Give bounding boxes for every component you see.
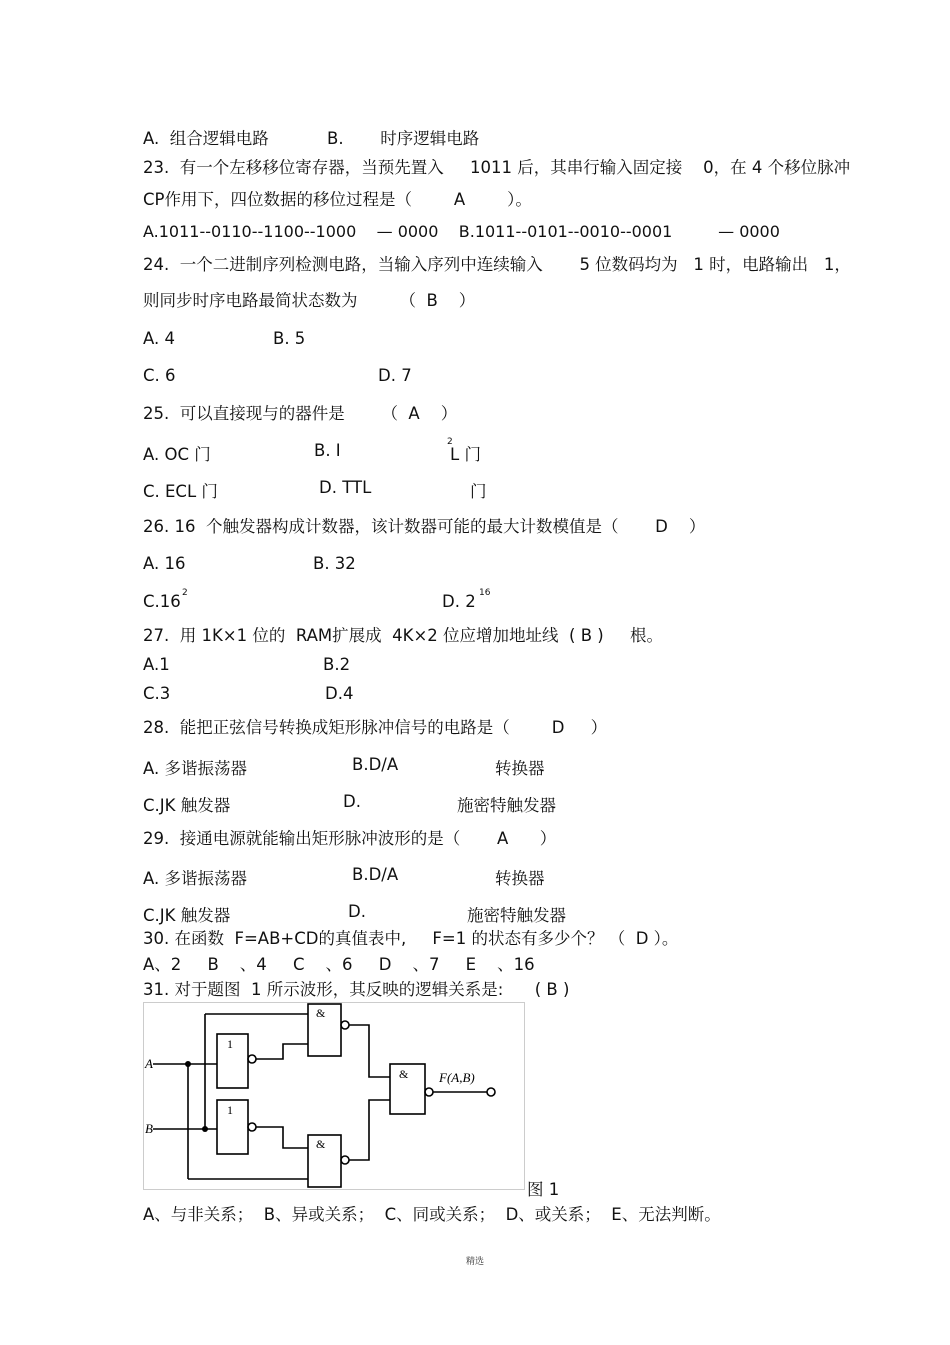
q29-option-d: D. — [348, 902, 366, 921]
q22-option-b: B. 时序逻辑电路 — [327, 129, 480, 148]
q26-option-d-superscript: 16 — [479, 588, 491, 598]
and-gate-2-symbol: & — [316, 1137, 326, 1151]
and-gate-1-symbol: & — [316, 1006, 326, 1020]
q23-stem-line2: CP作用下，四位数据的移位过程是（ A ）。 — [143, 190, 532, 209]
q28-stem: 28. 能把正弦信号转换成矩形脉冲信号的电路是（ D ） — [143, 718, 608, 737]
figure-caption: 图 1 — [527, 1180, 560, 1199]
q25-option-b: B. I — [314, 441, 341, 460]
q25-option-b-tail: L 门 — [450, 445, 481, 464]
q22-option-a: A. 组合逻辑电路 — [143, 129, 269, 148]
q24-option-c: C. 6 — [143, 366, 176, 385]
q27-stem: 27. 用 1K×1 位的 RAM扩展成 4K×2 位应增加地址线 ( B ) 根。 — [143, 626, 663, 645]
q25-option-d: D. TTL — [319, 478, 372, 497]
page-footer: 精选 — [465, 1257, 484, 1267]
q27-option-d: D.4 — [325, 684, 354, 703]
q26-stem: 26. 16 个触发器构成计数器，该计数器可能的最大计数模值是（ D ） — [143, 517, 706, 536]
q30-stem: 30. 在函数 F=AB+CD的真值表中, F=1 的状态有多少个？ （ D ）。 — [143, 929, 679, 948]
q29-option-c: C.JK 触发器 — [143, 906, 231, 925]
q25-stem: 25. 可以直接现与的器件是 （ A ） — [143, 404, 458, 423]
q24-stem-line1: 24. 一个二进制序列检测电路，当输入序列中连续输入 5 位数码均为 1 时，电路输出 1， — [143, 255, 851, 274]
output-label: F(A,B) — [439, 1070, 475, 1085]
q26-option-d: D. 2 — [442, 592, 476, 611]
q26-option-a: A. 16 — [143, 554, 186, 573]
q27-option-a: A.1 — [143, 655, 170, 674]
q29-option-b: B.D/A — [352, 865, 399, 884]
q27-option-c: C.3 — [143, 684, 171, 703]
input-a-label: A — [145, 1056, 153, 1071]
q31-options: A、与非关系； B、异或关系； C、同或关系； D、或关系； E、无法判断。 — [143, 1205, 721, 1224]
q28-option-d: D. — [343, 792, 361, 811]
not-gate-2-symbol: 1 — [227, 1103, 233, 1117]
q24-option-a: A. 4 — [143, 329, 175, 348]
q25-option-a: A. OC 门 — [143, 445, 211, 464]
q23-options: A.1011--0110--1100--1000 — 0000 B.1011--0101--0010--0001 — 0000 — [143, 222, 780, 241]
q25-option-d-tail: 门 — [470, 482, 487, 501]
q29-option-b-tail: 转换器 — [495, 869, 545, 888]
q28-option-b-tail: 转换器 — [495, 759, 545, 778]
q28-option-a: A. 多谐振荡器 — [143, 759, 247, 778]
q24-stem-line2: 则同步时序电路最简状态数为 （ B ） — [143, 291, 476, 310]
q27-option-b: B.2 — [323, 655, 351, 674]
q26-option-c: C.16 — [143, 592, 181, 611]
q24-option-d: D. 7 — [378, 366, 412, 385]
q29-stem: 29. 接通电源就能输出矩形脉冲波形的是（ A ） — [143, 829, 557, 848]
q29-option-a: A. 多谐振荡器 — [143, 869, 247, 888]
q28-option-b: B.D/A — [352, 755, 399, 774]
q30-options: A、2 B 、4 C 、6 D 、7 E 、16 — [143, 955, 535, 974]
q25-option-b-superscript: 2 — [447, 437, 453, 447]
q26-option-b: B. 32 — [313, 554, 356, 573]
q28-option-c: C.JK 触发器 — [143, 796, 231, 815]
not-gate-1-symbol: 1 — [227, 1037, 233, 1051]
logic-circuit-figure — [143, 1002, 525, 1190]
and-gate-3-symbol: & — [399, 1067, 409, 1081]
q25-option-c: C. ECL 门 — [143, 482, 218, 501]
q26-option-c-superscript: 2 — [182, 588, 188, 598]
input-b-label: B — [145, 1121, 153, 1136]
q29-option-d-tail: 施密特触发器 — [467, 906, 566, 925]
q31-stem: 31. 对于题图 1 所示波形，其反映的逻辑关系是: ( B ) — [143, 980, 570, 999]
q24-option-b: B. 5 — [273, 329, 306, 348]
q23-stem-line1: 23. 有一个左移移位寄存器，当预先置入 1011 后，其串行输入固定接 0，在 4 个移位脉冲 — [143, 158, 851, 177]
q28-option-d-tail: 施密特触发器 — [457, 796, 556, 815]
